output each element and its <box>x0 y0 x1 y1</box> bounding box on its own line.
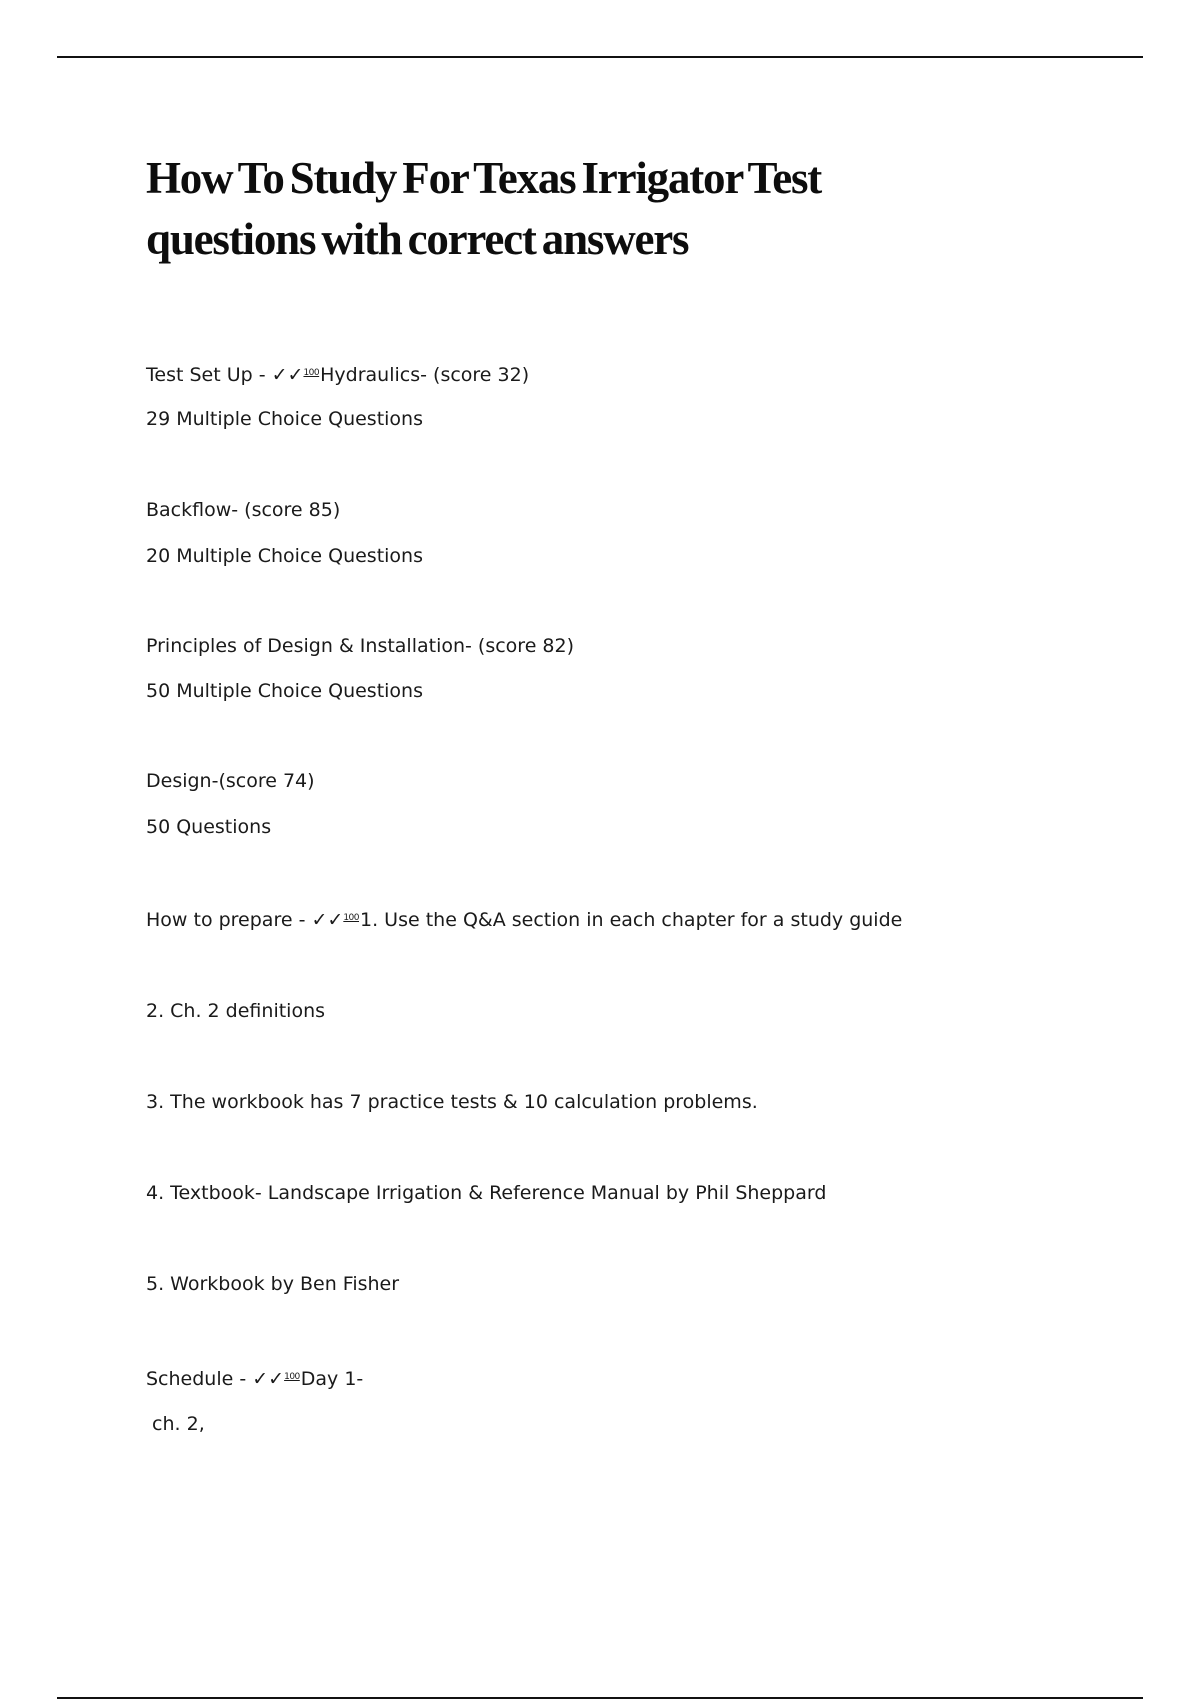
entry-how-to-prepare-question: How to prepare - <box>146 909 312 931</box>
entry-design: Design-(score 74) <box>146 770 315 792</box>
entry-step-3: 3. The workbook has 7 practice tests & 10 calculation problems. <box>146 1091 758 1113</box>
top-rule <box>57 56 1143 58</box>
entry-backflow: Backflow- (score 85) <box>146 499 341 521</box>
entry-step-4: 4. Textbook- Landscape Irrigation & Reference Manual by Phil Sheppard <box>146 1182 827 1204</box>
entry-how-to-prepare-answer: 1. Use the Q&A section in each chapter for a study guide <box>360 909 903 931</box>
entry-backflow-count: 20 Multiple Choice Questions <box>146 545 423 567</box>
entry-principles: Principles of Design & Installation- (score 82) <box>146 635 575 657</box>
entry-test-setup-question: Test Set Up - <box>146 364 272 386</box>
entry-design-count: 50 Questions <box>146 816 272 838</box>
document-title <box>146 148 1046 270</box>
entry-hydraulics-count: 29 Multiple Choice Questions <box>146 408 423 430</box>
bottom-rule <box>57 1697 1143 1699</box>
check-mark-icon: ✓✓ <box>252 1368 285 1390</box>
entry-principles-count: 50 Multiple Choice Questions <box>146 680 423 702</box>
entry-test-setup <box>146 363 529 387</box>
entry-schedule-chapter: ch. 2, <box>146 1413 205 1435</box>
entry-schedule <box>146 1367 363 1391</box>
entry-schedule-answer: Day 1- <box>300 1368 364 1390</box>
title-line-2: questions with correct answers <box>146 214 689 264</box>
entry-step-2: 2. Ch. 2 definitions <box>146 1000 326 1022</box>
check-mark-icon: ✓✓ <box>271 364 304 386</box>
check-mark-icon: ✓✓ <box>311 909 344 931</box>
hundred-mark-icon: 100 <box>284 1372 300 1382</box>
entry-how-to-prepare <box>146 908 902 932</box>
title-line-1: How To Study For Texas Irrigator Test <box>146 153 822 203</box>
hundred-mark-icon: 100 <box>303 368 320 378</box>
entry-schedule-question: Schedule - <box>146 1368 253 1390</box>
hundred-mark-icon: 100 <box>343 913 360 923</box>
entry-test-setup-answer: Hydraulics- (score 32) <box>320 364 530 386</box>
entry-step-5: 5. Workbook by Ben Fisher <box>146 1273 400 1295</box>
